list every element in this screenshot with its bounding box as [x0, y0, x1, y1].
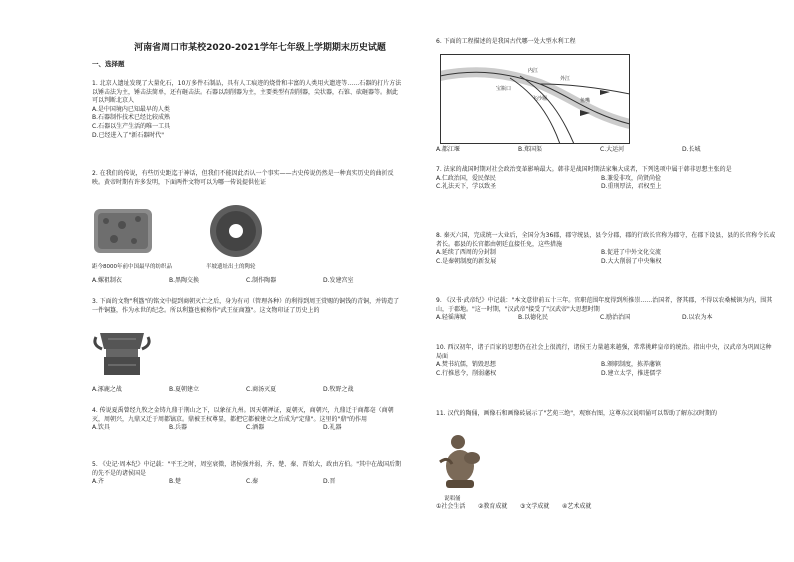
question-stem: 6. 下面的工程描述的是我国古代哪一处大型水利工程 — [436, 38, 576, 45]
map-label: 鱼嘴 — [580, 98, 591, 104]
question-stem: 1. 北京人遗址发现了大量化石，10万多件石制品，具有人工痕迹的烧骨和丰富的人类用火遗迹等……石器的打片方法以锤击法为主，锤击法简单，还有砸击法。石器以刮削器为主，主要类型有刮削器，尖状器，石锥、砍砸器等。据此可以判断北京人 — [92, 80, 402, 105]
question-10 — [436, 344, 776, 378]
option: C.石器以生产生活的唯一工具 — [92, 122, 171, 130]
question-11 — [436, 410, 776, 419]
question-2 — [92, 170, 402, 187]
option: D.发建宫室 — [323, 277, 354, 284]
map-label: 外江 — [560, 76, 571, 82]
map-label: 飞沙堰 — [532, 96, 548, 102]
option: C.大运河 — [600, 146, 625, 153]
image-caption: 距今8000年前中国最早的纺织品 — [92, 264, 172, 270]
option: ②教育成就 — [478, 503, 508, 510]
question-stem: 10. 西汉初年，诸子百家的思想仍在社会上很流行，诸侯王力量越来越强，常常挑衅皇帝的统治。指出中央，汉武帝为巩固这种局面 — [436, 344, 772, 360]
image-caption: 说唱俑 — [444, 496, 461, 502]
option: A.嫘祖制衣 — [92, 277, 122, 284]
question-stem: 3. 下面的文物"利簋"的铭文中提到商朝灭亡之后，身为有司（管理各种）的利得到周王赏赐的铜钱的青铜，并铸造了一件铜簋，作为永世的纪念。所以利簋也被称作"武王征商簋"。这文物印证了历史上的 — [92, 298, 400, 314]
question-6-options — [436, 146, 776, 155]
option: C.秦 — [246, 478, 259, 486]
option: A.焚书坑儒，销毁思想 — [436, 361, 496, 369]
option: D.晋 — [323, 478, 336, 486]
section-heading: 一、选择题 — [92, 60, 125, 68]
option: D.牧野之战 — [323, 386, 354, 393]
question-stem: 8. 秦灭六国，完成统一大业后，全国分为36郡，郡守统县，县令分郡，郡的行政长官称为郡守，在郡下设县，县的长官称令长或者长。郡县的长官都由朝廷直接任免，这些措施 — [436, 232, 776, 248]
dujiangyan-map — [440, 54, 630, 144]
question-stem: 5. 《史记·周本纪》中记载："平王之时，周室衰微，诸侯强并弱，齐、楚、秦、晋始大，政由方伯。"其中在战国后期的先不是的诸侯国是 — [92, 461, 402, 477]
question-9 — [436, 297, 776, 323]
option: B.夏朝建立 — [169, 386, 200, 393]
question-6 — [436, 38, 776, 47]
option: D.建立太学，推进儒学 — [601, 369, 662, 377]
question-3-options — [92, 386, 402, 395]
page-title: 河南省周口市某校2020-2021学年七年级上学期期末历史试题 — [134, 43, 386, 53]
option: C.商汤灭夏 — [246, 386, 277, 393]
option: B.黑陶交换 — [169, 277, 200, 284]
option: A.齐 — [92, 478, 104, 486]
question-7 — [436, 166, 776, 192]
question-stem: 7. 法家的战国时期对社会政治变革影响最大。韩非是战国时期法家集大成者，下列选项中属于韩非思想主张的是 — [436, 166, 732, 173]
question-11-options — [436, 503, 776, 512]
option: B.楚 — [169, 478, 182, 486]
option: C.行推恩令，削弱藩权 — [436, 369, 497, 377]
option: D.已经进入了"新石器时代" — [92, 131, 165, 139]
map-label: 内江 — [528, 68, 539, 74]
option: B.石器制作技术已经比较成熟 — [92, 114, 171, 122]
option: C.励治治国 — [600, 314, 631, 322]
option: B.兼爱非攻，尚贤尚俭 — [601, 174, 662, 182]
option: D.以农为本 — [682, 314, 713, 322]
option: ①社会生活 — [436, 503, 466, 510]
option: ④艺术成就 — [562, 503, 592, 510]
storyteller-figurine-image — [438, 432, 486, 492]
option: B.兵器 — [169, 424, 188, 432]
option: A.延续了西周的分封制 — [436, 249, 496, 257]
question-stem: 11. 汉代的陶俑，画像石和画像砖展示了"艺苑三绝"，观察右图，这尊东汉说唱俑可以帮助了解东汉时期的 — [436, 410, 717, 417]
option: C.酒器 — [246, 424, 265, 432]
option: D.大大削弱了中央集权 — [601, 257, 662, 265]
question-stem: 9. 《汉书·武帝纪》中记载："本文意律前五十三年。官职范围年度得到所推崇……治国者，督其郡，不得以农桑械镇为内，围其山，于郡地。"这一时期，"汉武帝"接受了"汉武帝"大思想时期 — [436, 297, 773, 313]
textile-fossil-image — [92, 203, 154, 259]
question-4 — [92, 407, 402, 433]
question-stem: 2. 在我们的传说，有些历史距迄于神话，但我们不能因此否认一个事实——古史传说仍然是一种真实历史的曲折反映。黄帝时期有许多发明，下面两件文物可以为哪一传说提供佐证 — [92, 170, 394, 186]
question-2-options — [92, 277, 402, 286]
question-3 — [92, 298, 402, 315]
option: B.郑国渠 — [518, 146, 543, 153]
option: A.都江堰 — [436, 146, 460, 153]
question-stem: 4. 传说夏禹曾经九牧之金铸九鼎于荆山之下，以象征九州。因天朝禅证，夏朝灭，商朝兴，九鼎迁于商都亳（商朝灭，周朝兴，九鼎又迁于周都镐京。鼎被王权尊显，都把它都被建立之后成为"定鼎"。这里的"鼎"的作用 — [92, 407, 394, 423]
option: C.是秦朝制度的新发展 — [436, 257, 497, 265]
option: A.轻徭薄赋 — [436, 314, 466, 322]
li-gui-bronze-image — [92, 327, 152, 379]
option: ③文学成就 — [520, 503, 550, 510]
option: B.促进了中外文化交流 — [601, 249, 662, 257]
option: A.涿鹿之战 — [92, 386, 122, 393]
option: A.饮具 — [92, 424, 110, 432]
option: D.长城 — [682, 146, 701, 153]
option: A.是中国境内已知最早的人类 — [92, 105, 170, 113]
map-label: 宝瓶口 — [496, 86, 512, 92]
image-caption: 半坡遗址出土的陶轮 — [206, 264, 256, 270]
option: C.礼法天下，学以致圣 — [436, 183, 497, 191]
question-5 — [92, 461, 402, 487]
option: D.礼器 — [323, 424, 342, 432]
option: B.以德化民 — [518, 314, 549, 322]
question-1 — [92, 80, 402, 140]
option: D.重刑厚法，君权至上 — [601, 183, 662, 191]
option: A.仁政治国，爱民保民 — [436, 174, 496, 182]
option: B.颁职制度，拣养藩镇 — [601, 361, 662, 369]
option: C.制作陶器 — [246, 277, 277, 284]
pottery-wheel-image — [208, 203, 264, 259]
question-8 — [436, 232, 776, 266]
